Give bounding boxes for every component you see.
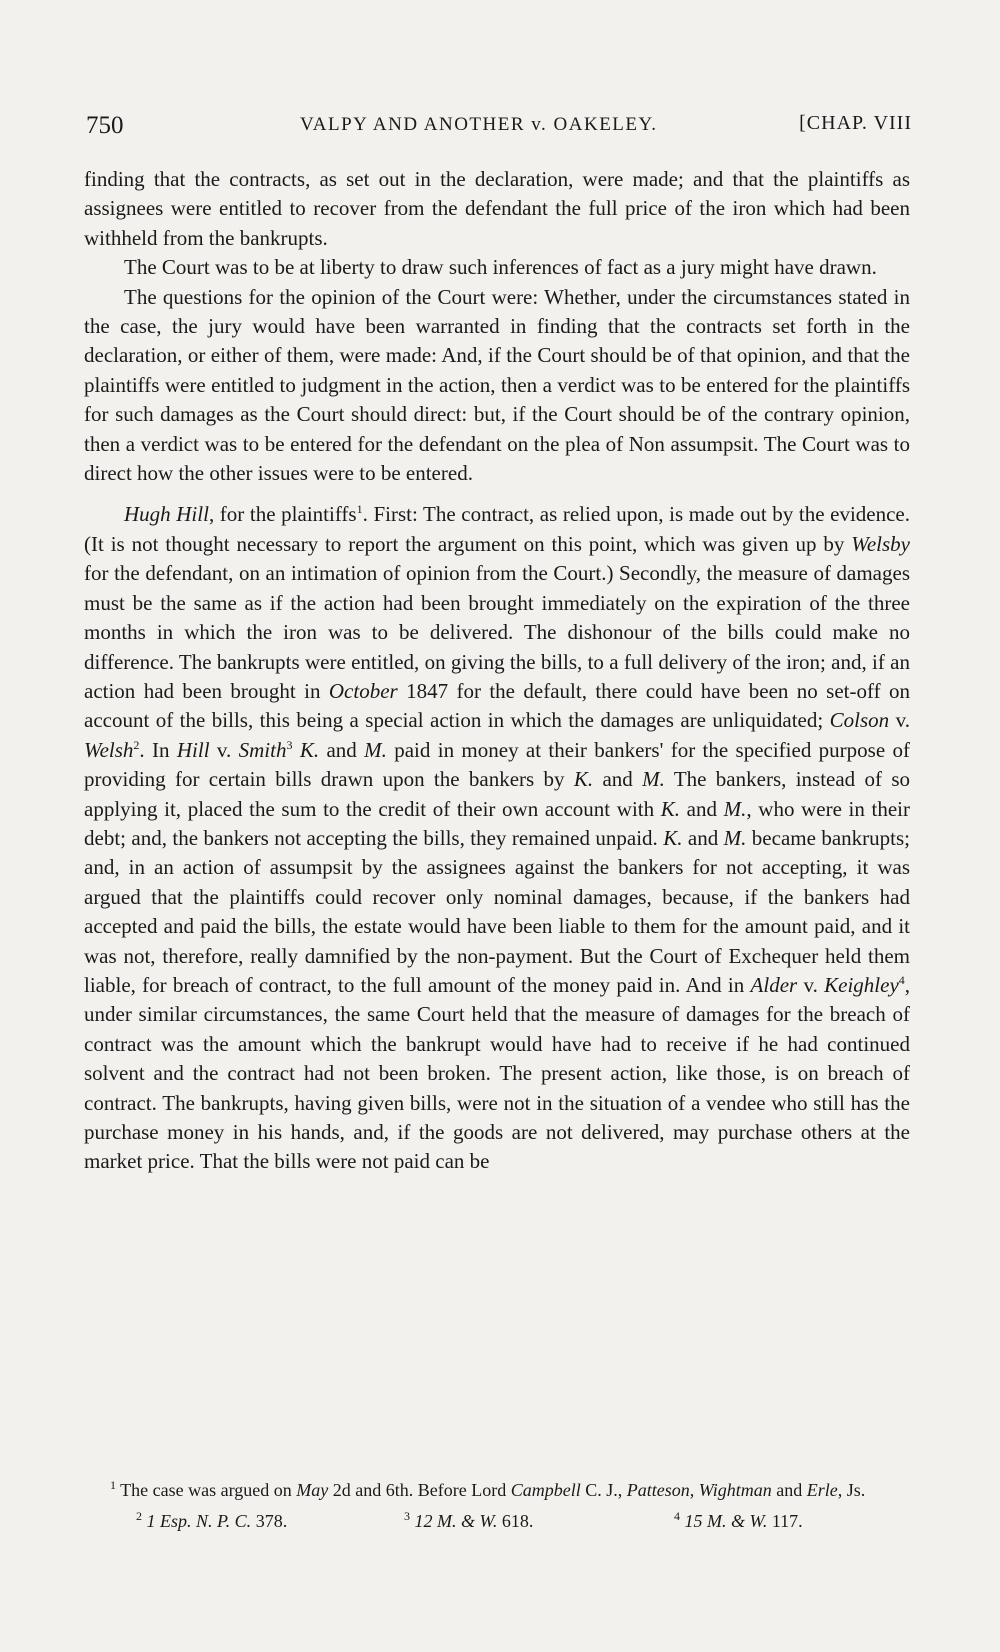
counsel-name: Welsby: [851, 531, 910, 556]
counsel-name: Hugh Hill: [124, 502, 209, 527]
text-span: and: [680, 796, 724, 821]
paragraph-1: finding that the contracts, as set out in the declaration, were made; and that the plaintiffs as assignees were entitled to recover from the defendant the full price of the iron which had been withheld from the bankrupts.: [84, 167, 910, 250]
citation-page: 618.: [497, 1511, 534, 1531]
judge-name: Erle: [806, 1480, 838, 1500]
text-span: , who were in their debt; and, the bankers not accepting the bills, they remained unpaid.: [84, 796, 910, 850]
citation-page: 378.: [251, 1511, 288, 1531]
month: October: [328, 678, 398, 703]
text-span: became bankrupts; and, in an action of assumpsit by the assignees against the bankers for not accepting, it was argued that the plaintiffs could recover only nominal damages, because, if the bankers had accepted and paid the bills, the estate would have been liable to them for the amount paid, and it was not, therefore, really damnified by the non-payment. But the Court of Exchequer held them liable, for breach of contract, to the full amount of the money paid in. And in: [84, 825, 911, 997]
footnote-ref-3: 3: [286, 737, 293, 752]
footnote-mark: 2: [136, 1509, 142, 1523]
case-name: Welsh: [84, 737, 134, 762]
text-span: v.: [797, 972, 825, 997]
case-name: Smith: [238, 737, 287, 762]
date: May: [296, 1480, 329, 1500]
footnote-2: [136, 1509, 287, 1534]
paragraph-4: [84, 500, 910, 1176]
judge-name: Patteson, Wightman: [626, 1480, 772, 1500]
text-span: [292, 738, 299, 762]
citation-page: 117.: [767, 1511, 803, 1531]
chapter-label: [CHAP. VIII: [799, 112, 912, 134]
text-span: , under similar circumstances, the same Court held that the measure of damages for the breach of contract was the amount which the bankrupt would have had to receive if he had continued solvent and the contract had not been broken. The present action, like those, is on breach of contract. The bankrupts, having given bills, were not in the situation of a vendee who still has the purchase money in his hands, and, if the goods are not delivered, may purchase others at the market price. That the bills were not paid can be: [84, 972, 911, 1174]
text-span: and: [593, 767, 643, 792]
case-name: Keighley: [824, 972, 899, 997]
text-span: and: [771, 1480, 807, 1500]
party-initial: M.: [723, 796, 747, 821]
text-span: The case was argued on: [116, 1480, 297, 1500]
footnote-ref-1: 1: [356, 502, 363, 517]
page-header: [86, 112, 912, 142]
text-span: v.: [209, 737, 239, 762]
case-name: Hill: [176, 737, 210, 762]
text-span: . In: [139, 737, 177, 762]
text-span: , for the plaintiffs: [208, 502, 357, 527]
footnote-1: [84, 1478, 910, 1503]
text-span: paid in money at their bankers' for the specified purpose of providing for certain bills drawn upon the bankers by: [84, 737, 911, 792]
party-initial: K.: [663, 825, 683, 850]
text-span: 2d and 6th. Before Lord: [328, 1480, 511, 1500]
text-span: 1847 for the default, there could have been no set-off on account of the bills, this being a special action in which the damages are unliquidated;: [84, 678, 910, 733]
text-span: C. J.,: [580, 1480, 627, 1500]
footnote-row: [84, 1509, 910, 1537]
text-span: and: [682, 825, 724, 850]
citation: 15 M. & W.: [684, 1511, 768, 1531]
footnote-3: [404, 1509, 533, 1534]
text-span: , Js.: [837, 1480, 866, 1500]
party-initial: M.: [723, 825, 747, 850]
footnote-4: [674, 1509, 803, 1534]
footnote-ref-4: 4: [898, 972, 905, 987]
running-title: VALPY AND ANOTHER v. OAKELEY.: [300, 114, 658, 135]
footnotes: [84, 1478, 910, 1537]
citation: 1 Esp. N. P. C.: [146, 1511, 252, 1531]
case-name: Colson: [829, 708, 890, 733]
page-number: 750: [86, 112, 124, 139]
paragraph-2: The Court was to be at liberty to draw such inferences of fact as a jury might have drawn.: [124, 255, 877, 280]
case-name: Alder: [750, 972, 798, 997]
party-initial: K.: [573, 767, 594, 792]
footnote-mark: 3: [404, 1509, 410, 1523]
judge-name: Campbell: [510, 1480, 581, 1500]
body-text: [84, 165, 910, 1177]
citation: 12 M. & W.: [414, 1511, 498, 1531]
party-initial: M.: [364, 737, 387, 762]
text-span: for the defendant, on an intimation of opinion from the Court.) Secondly, the measure of damages must be the same as if the action had been brought immediately on the expiration of the three months in which the iron was to be delivered. The dishonour of the bills could make no difference. The bankrupts were entitled, on giving the bills, to a full delivery of the iron; and, if an action had been brought in: [84, 561, 910, 703]
party-initial: M.: [642, 767, 665, 792]
text-span: v.: [889, 708, 910, 733]
footnote-mark: 1: [110, 1478, 116, 1492]
footnote-ref-2: 2: [133, 737, 140, 752]
party-initial: K.: [299, 737, 320, 762]
footnote-mark: 4: [674, 1509, 680, 1523]
paragraph-3: The questions for the opinion of the Court were: Whether, under the circumstances stated in the case, the jury would have been warranted in finding that the contracts set forth in the declaration, or either of them, were made: And, if the Court should be of that opinion, and that the plaintiffs were entitled to judgment in the action, then a verdict was to be entered for the plaintiffs for such damages as the Court should direct: but, if the Court should be of the contrary opinion, then a verdict was to be entered for the defendant on the plea of Non assumpsit. The Court was to direct how the other issues were to be entered.: [84, 284, 910, 486]
party-initial: K.: [660, 796, 681, 821]
text-span: . First: The contract, as relied upon, is made out by the evidence. (It is not thought necessary to report the argument on this point, which was given up by: [84, 502, 910, 556]
text-span: The bankers, instead of so applying it, placed the sum to the credit of their own account with: [84, 767, 910, 821]
text-span: and: [319, 737, 365, 762]
